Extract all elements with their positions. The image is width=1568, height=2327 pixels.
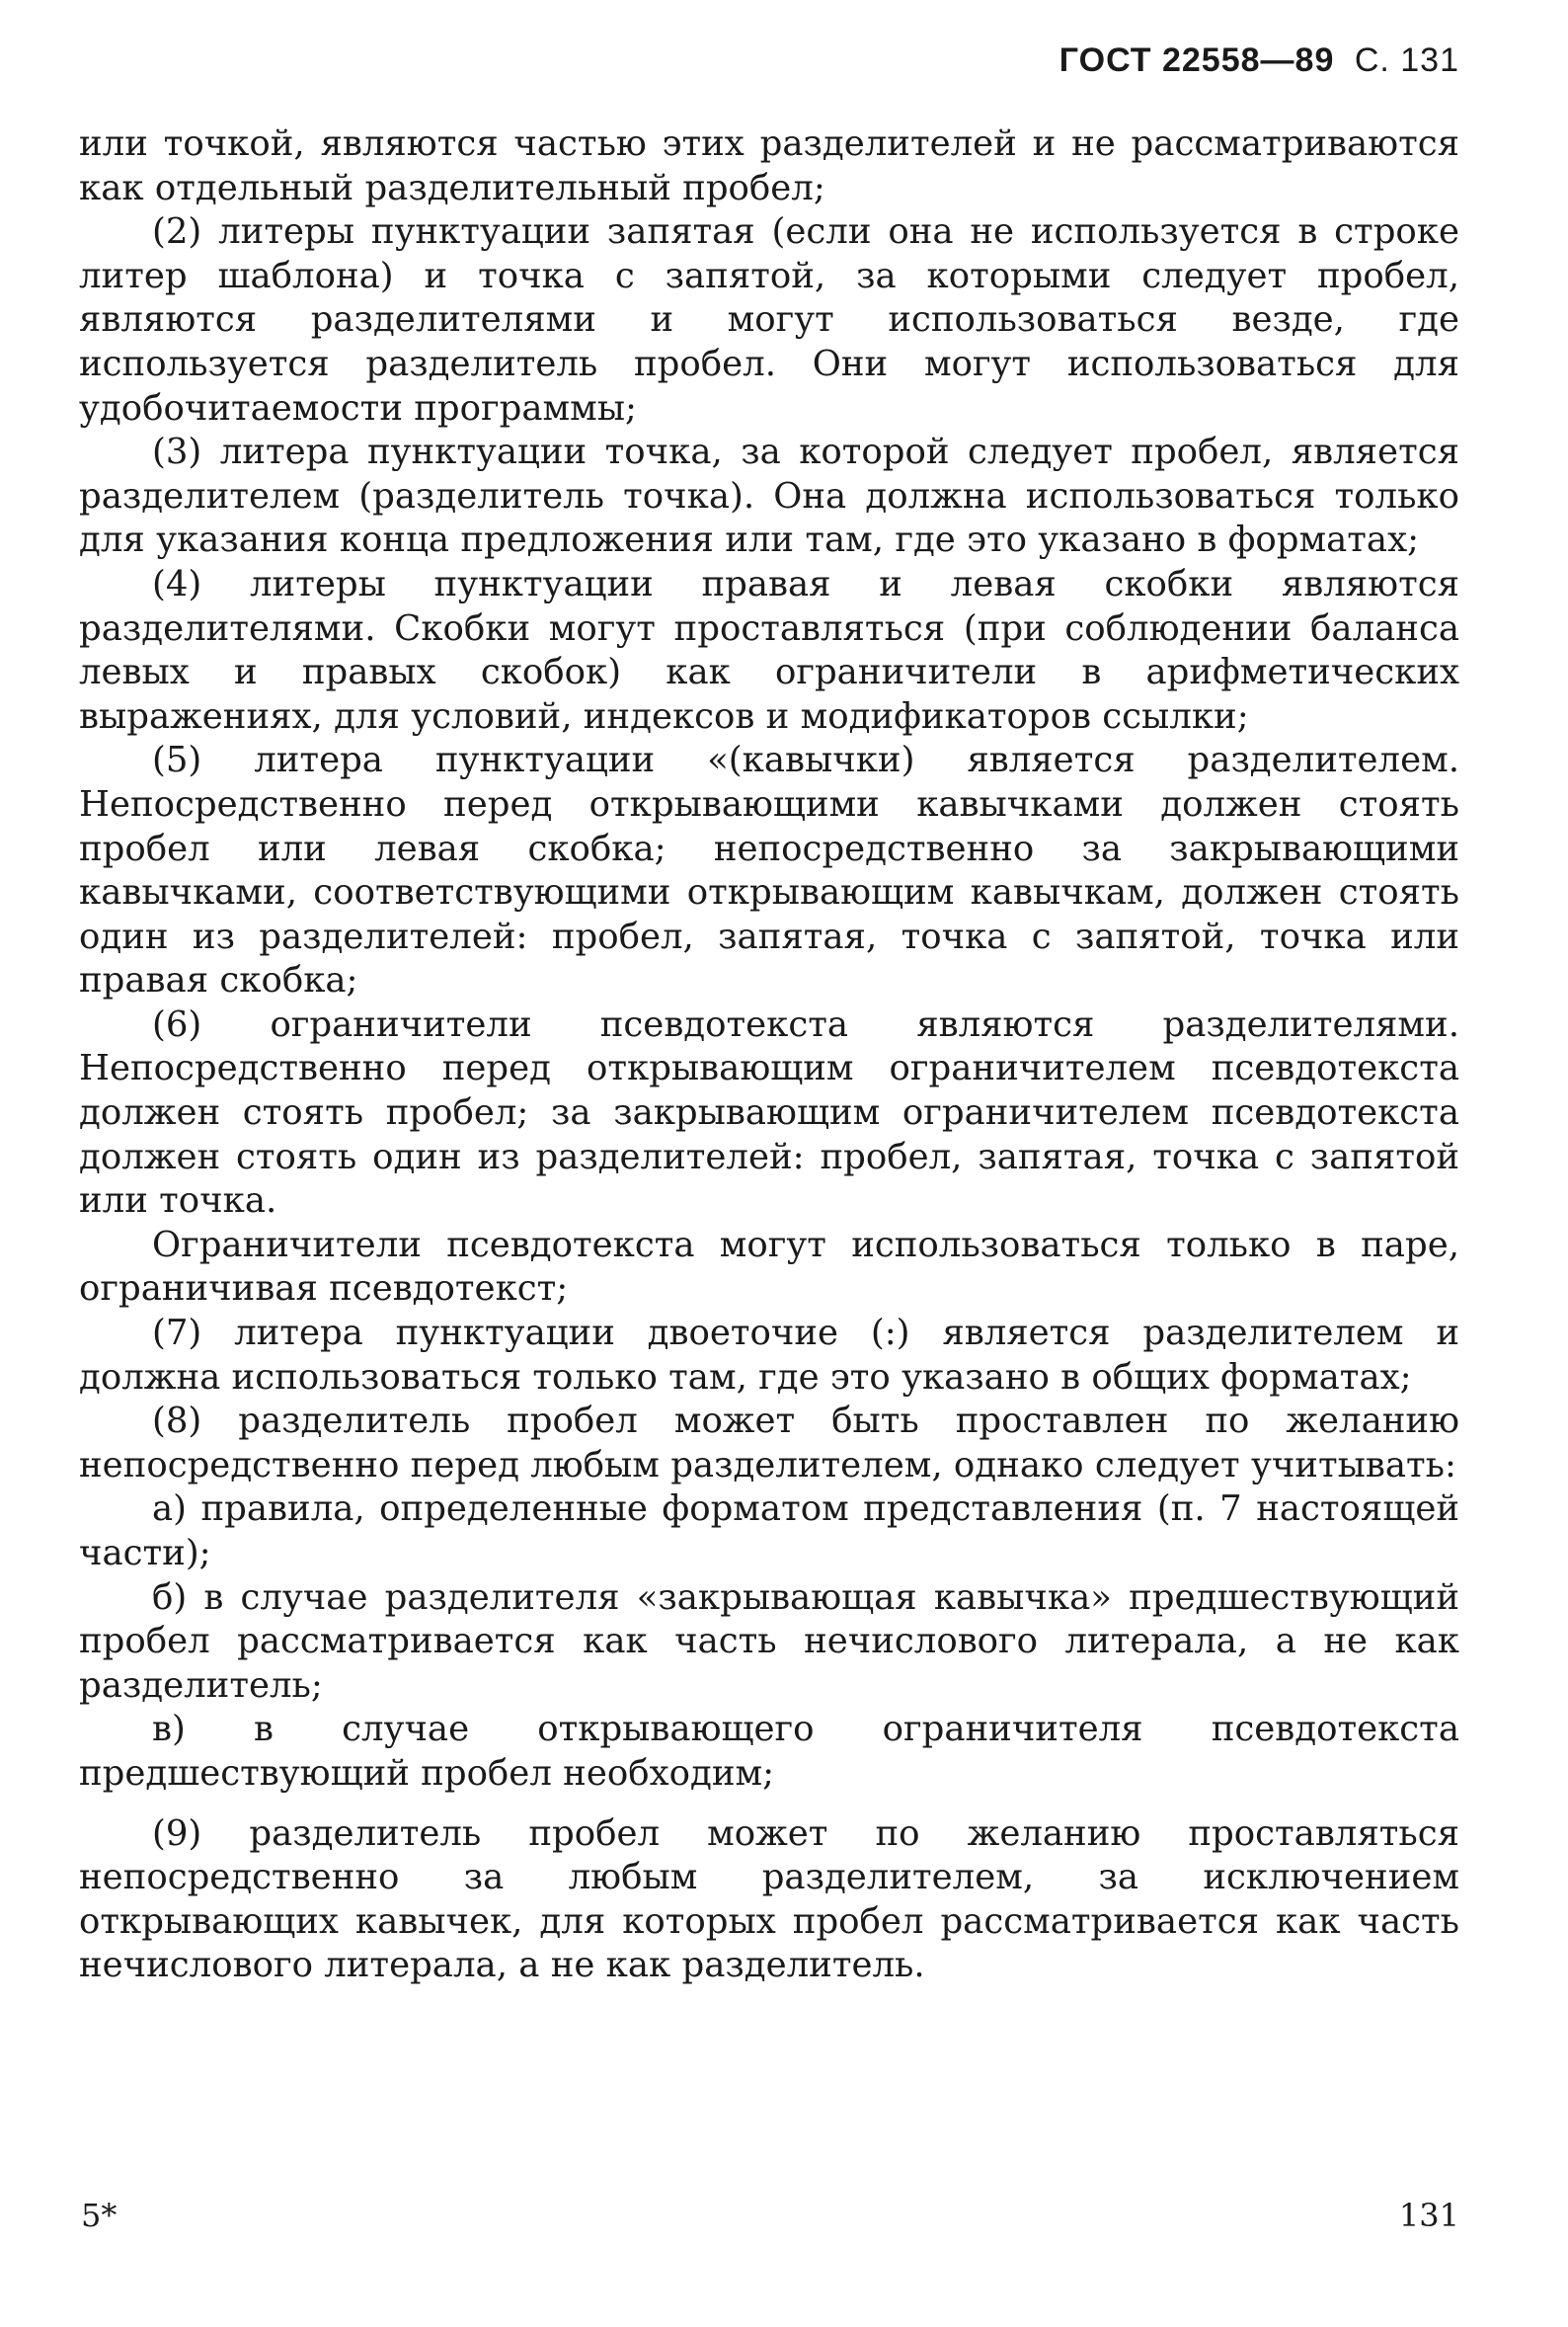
paragraph-subitem-v: в) в случае открывающего ограничителя псевдотекста предшествующий пробел необходим;: [79, 1709, 1459, 1794]
paragraph-item-5: (5) литера пунктуации «(кавычки) является разделителем. Непосредственно перед открывающими кавычками должен стоять пробел или левая скобка; непосредственно за закрывающими кавычками, соответствующими открывающим кавычкам, должен стоять один из разделителей: пробел, запятая, точка с запятой, точка или правая скобка;: [79, 740, 1459, 1002]
paragraph-item-6: (6) ограничители псевдотекста являются разделителями. Непосредственно перед открывающим ограничителем псевдотекста должен стоять пробел; за закрывающим ограничителем псевдотекста должен стоять один из разделителей: пробел, запятая, точка с запятой или точка.: [79, 1003, 1459, 1222]
signature-mark: 5*: [81, 2197, 118, 2234]
body-text: [79, 122, 1459, 1988]
page-header: [1059, 41, 1459, 80]
paragraph-subitem-b: б) в случае разделителя «закрывающая кавычка» предшествующий пробел рассматривается как часть нечислового литерала, а не как разделитель;: [79, 1576, 1459, 1706]
paragraph-subitem-a: а) правила, определенные форматом представления (п. 7 настоящей части);: [79, 1488, 1459, 1573]
paragraph-item-7: (7) литера пунктуации двоеточие (:) является разделителем и должна использоваться только там, где это указано в общих форматах;: [79, 1313, 1459, 1398]
paragraph-item-9: (9) разделитель пробел может по желанию проставляться непосредственно за любым разделителем, за исключением открывающих кавычек, для которых пробел рассматривается как часть нечислового литерала, а не как разделитель.: [79, 1812, 1459, 1986]
paragraph-continuation: или точкой, являются частью этих разделителей и не рассматриваются как отдельный разделительный пробел;: [79, 123, 1459, 208]
header-page-label: С. 131: [1354, 41, 1459, 79]
paragraph-item-2: (2) литеры пунктуации запятая (если она не используется в строке литер шаблона) и точка с запятой, за которыми следует пробел, являются разделителями и могут использоваться везде, где используется разделитель пробел. Они могут использоваться для удобочитаемости программы;: [79, 211, 1459, 429]
standard-designation: ГОСТ 22558—89: [1058, 41, 1335, 79]
paragraph-item-3: (3) литера пунктуации точка, за которой следует пробел, является разделителем (разделитель точка). Она должна использоваться только для указания конца предложения или там, где это указано в форматах;: [79, 432, 1459, 561]
paragraph-item-4: (4) литеры пунктуации правая и левая скобки являются разделителями. Скобки могут проставляться (при соблюдении баланса левых и правых скобок) как ограничители в арифметических выражениях, для условий, индексов и модификаторов ссылки;: [79, 563, 1459, 737]
paragraph-item-8: (8) разделитель пробел может быть проставлен по желанию непосредственно перед любым разделителем, однако следует учитывать:: [79, 1401, 1459, 1485]
footer-page-number: 131: [1398, 2197, 1459, 2234]
paragraph-delimiters-note: Ограничители псевдотекста могут использоваться только в паре, ограничивая псевдотекст;: [79, 1224, 1459, 1310]
